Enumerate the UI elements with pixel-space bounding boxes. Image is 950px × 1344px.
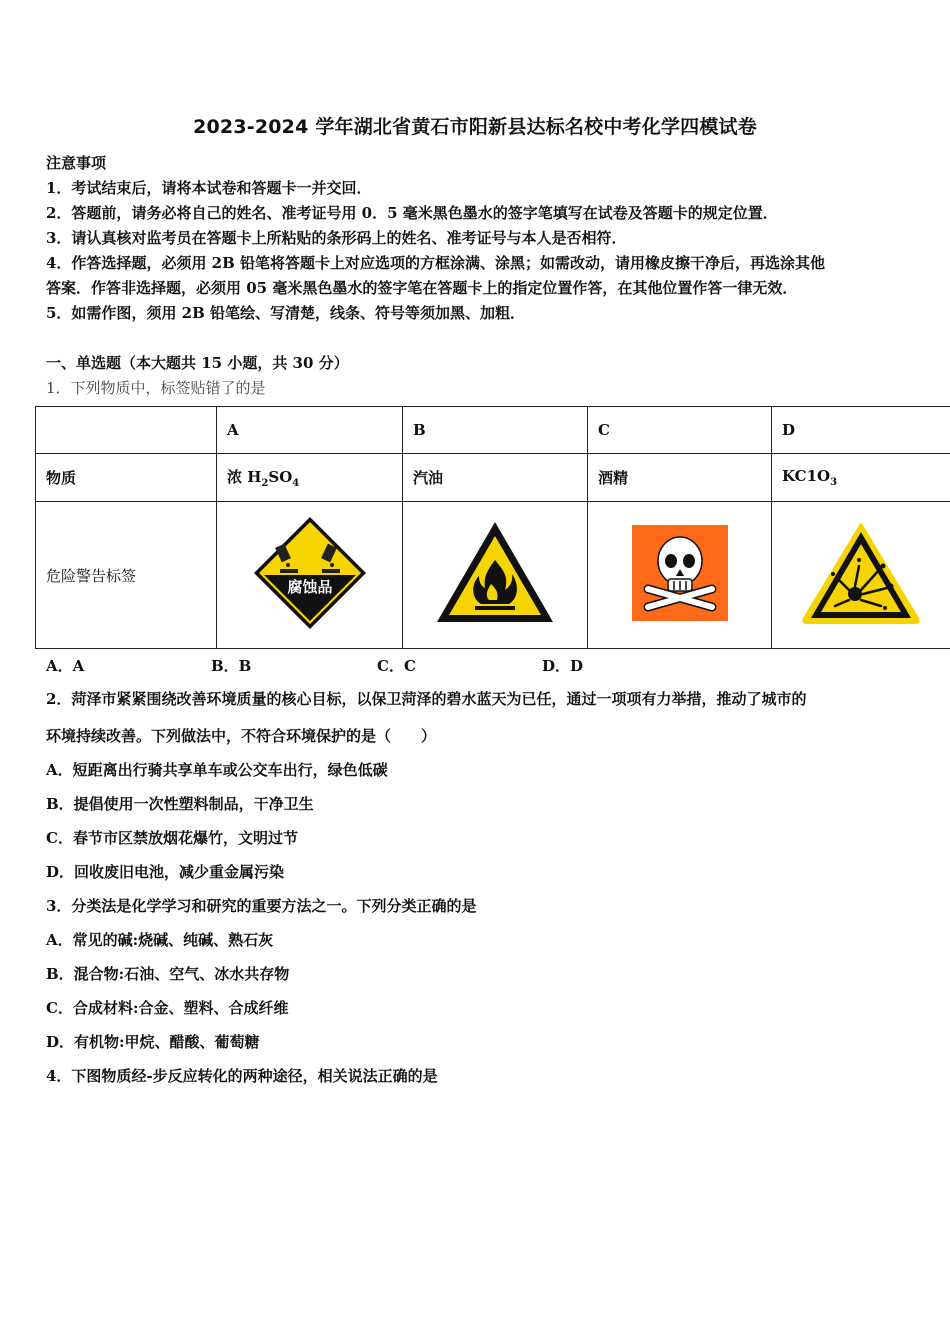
header-c: C	[588, 407, 772, 454]
flammable-cell	[403, 502, 588, 649]
q2-option-d[interactable]: D．回收废旧电池，减少重金属污染	[46, 863, 285, 881]
q3-option-c[interactable]: C．合成材料:合金、塑料、合成纤维	[46, 999, 289, 1017]
substance-row	[36, 454, 950, 502]
q1-option-d[interactable]: D．D	[542, 657, 584, 675]
substance-c: 酒精	[588, 454, 772, 502]
corrosive-icon	[250, 513, 370, 633]
notice-item-1: 1．考试结束后，请将本试卷和答题卡一并交回．	[46, 179, 372, 197]
q2-option-c[interactable]: C．春节市区禁放烟花爆竹，文明过节	[46, 829, 298, 847]
substance-row-label: 物质	[36, 454, 217, 502]
q1-option-b[interactable]: B．B	[211, 657, 252, 675]
q1-option-c[interactable]: C．C	[377, 657, 416, 675]
table-corner-cell	[36, 407, 217, 454]
toxic-cell	[588, 502, 772, 649]
header-a: A	[217, 407, 403, 454]
q3-option-d[interactable]: D．有机物:甲烷、醋酸、葡萄糖	[46, 1033, 260, 1051]
notice-heading: 注意事项	[46, 154, 107, 172]
q3-option-b[interactable]: B．混合物:石油、空气、冰水共存物	[46, 965, 290, 983]
notice-item-3: 3．请认真核对监考员在答题卡上所粘贴的条形码上的姓名、准考证号与本人是否相符．	[46, 229, 627, 247]
q1-option-a[interactable]: A．A	[46, 657, 85, 675]
label-row	[36, 502, 950, 649]
label-row-label: 危险警告标签	[36, 502, 217, 649]
q2-stem-line2: 环境持续改善。下列做法中，不符合环境保护的是（ ）	[46, 727, 437, 745]
corrosive-cell	[217, 502, 403, 649]
notice-item-4-cont: 答案．作答非选择题，必须用 05 毫米黑色墨水的签字笔在答题卡上的指定位置作答，在其他位置作答一律无效．	[46, 279, 798, 297]
explosive-cell	[772, 502, 950, 649]
q3-option-a[interactable]: A．常见的碱:烧碱、纯碱、熟石灰	[46, 931, 274, 949]
q4-stem: 4．下图物质经-步反应转化的两种途径，相关说法正确的是	[46, 1067, 438, 1085]
header-b: B	[403, 407, 588, 454]
svg-text:腐蚀品: 腐蚀品	[286, 578, 333, 596]
notice-item-2: 2．答题前，请务必将自己的姓名、准考证号用 0．5 毫米黑色墨水的签字笔填写在试卷及答题卡的规定位置．	[46, 204, 778, 222]
substance-b: 汽油	[403, 454, 588, 502]
q2-stem-line1: 2．菏泽市紧紧围绕改善环境质量的核心目标，以保卫菏泽的碧水蓝天为已任，通过一项项有力举措，推动了城市的	[46, 690, 807, 708]
table-header-row	[36, 407, 950, 454]
q1-stem: 1．下列物质中，标签贴错了的是	[46, 379, 266, 397]
notice-item-5: 5．如需作图，须用 2B 铅笔绘、写清楚，线条、符号等须加黑、加粗．	[46, 304, 525, 322]
section-heading: 一、单选题（本大题共 15 小题，共 30 分）	[46, 354, 349, 372]
substance-a: 浓 $H_2SO_4$	[217, 454, 403, 502]
header-d: D	[772, 407, 950, 454]
substance-d: $KC1O_3$	[772, 454, 950, 502]
q2-option-b[interactable]: B．提倡使用一次性塑料制品，干净卫生	[46, 795, 314, 813]
explosive-icon	[799, 518, 923, 628]
notice-item-4: 4．作答选择题，必须用 2B 铅笔将答题卡上对应选项的方框涂满、涂黑；如需改动，请用橡皮擦干净后，再选涂其他	[46, 254, 826, 272]
skull-crossbones-icon	[630, 523, 730, 623]
q3-stem: 3．分类法是化学学习和研究的重要方法之一。下列分类正确的是	[46, 897, 477, 915]
q2-option-a[interactable]: A．短距离出行骑共享单车或公交车出行，绿色低碳	[46, 761, 388, 779]
exam-title: 2023-2024 学年湖北省黄石市阳新县达标名校中考化学四模试卷	[193, 116, 757, 138]
q1-table	[35, 406, 950, 649]
flammable-icon	[433, 518, 557, 628]
